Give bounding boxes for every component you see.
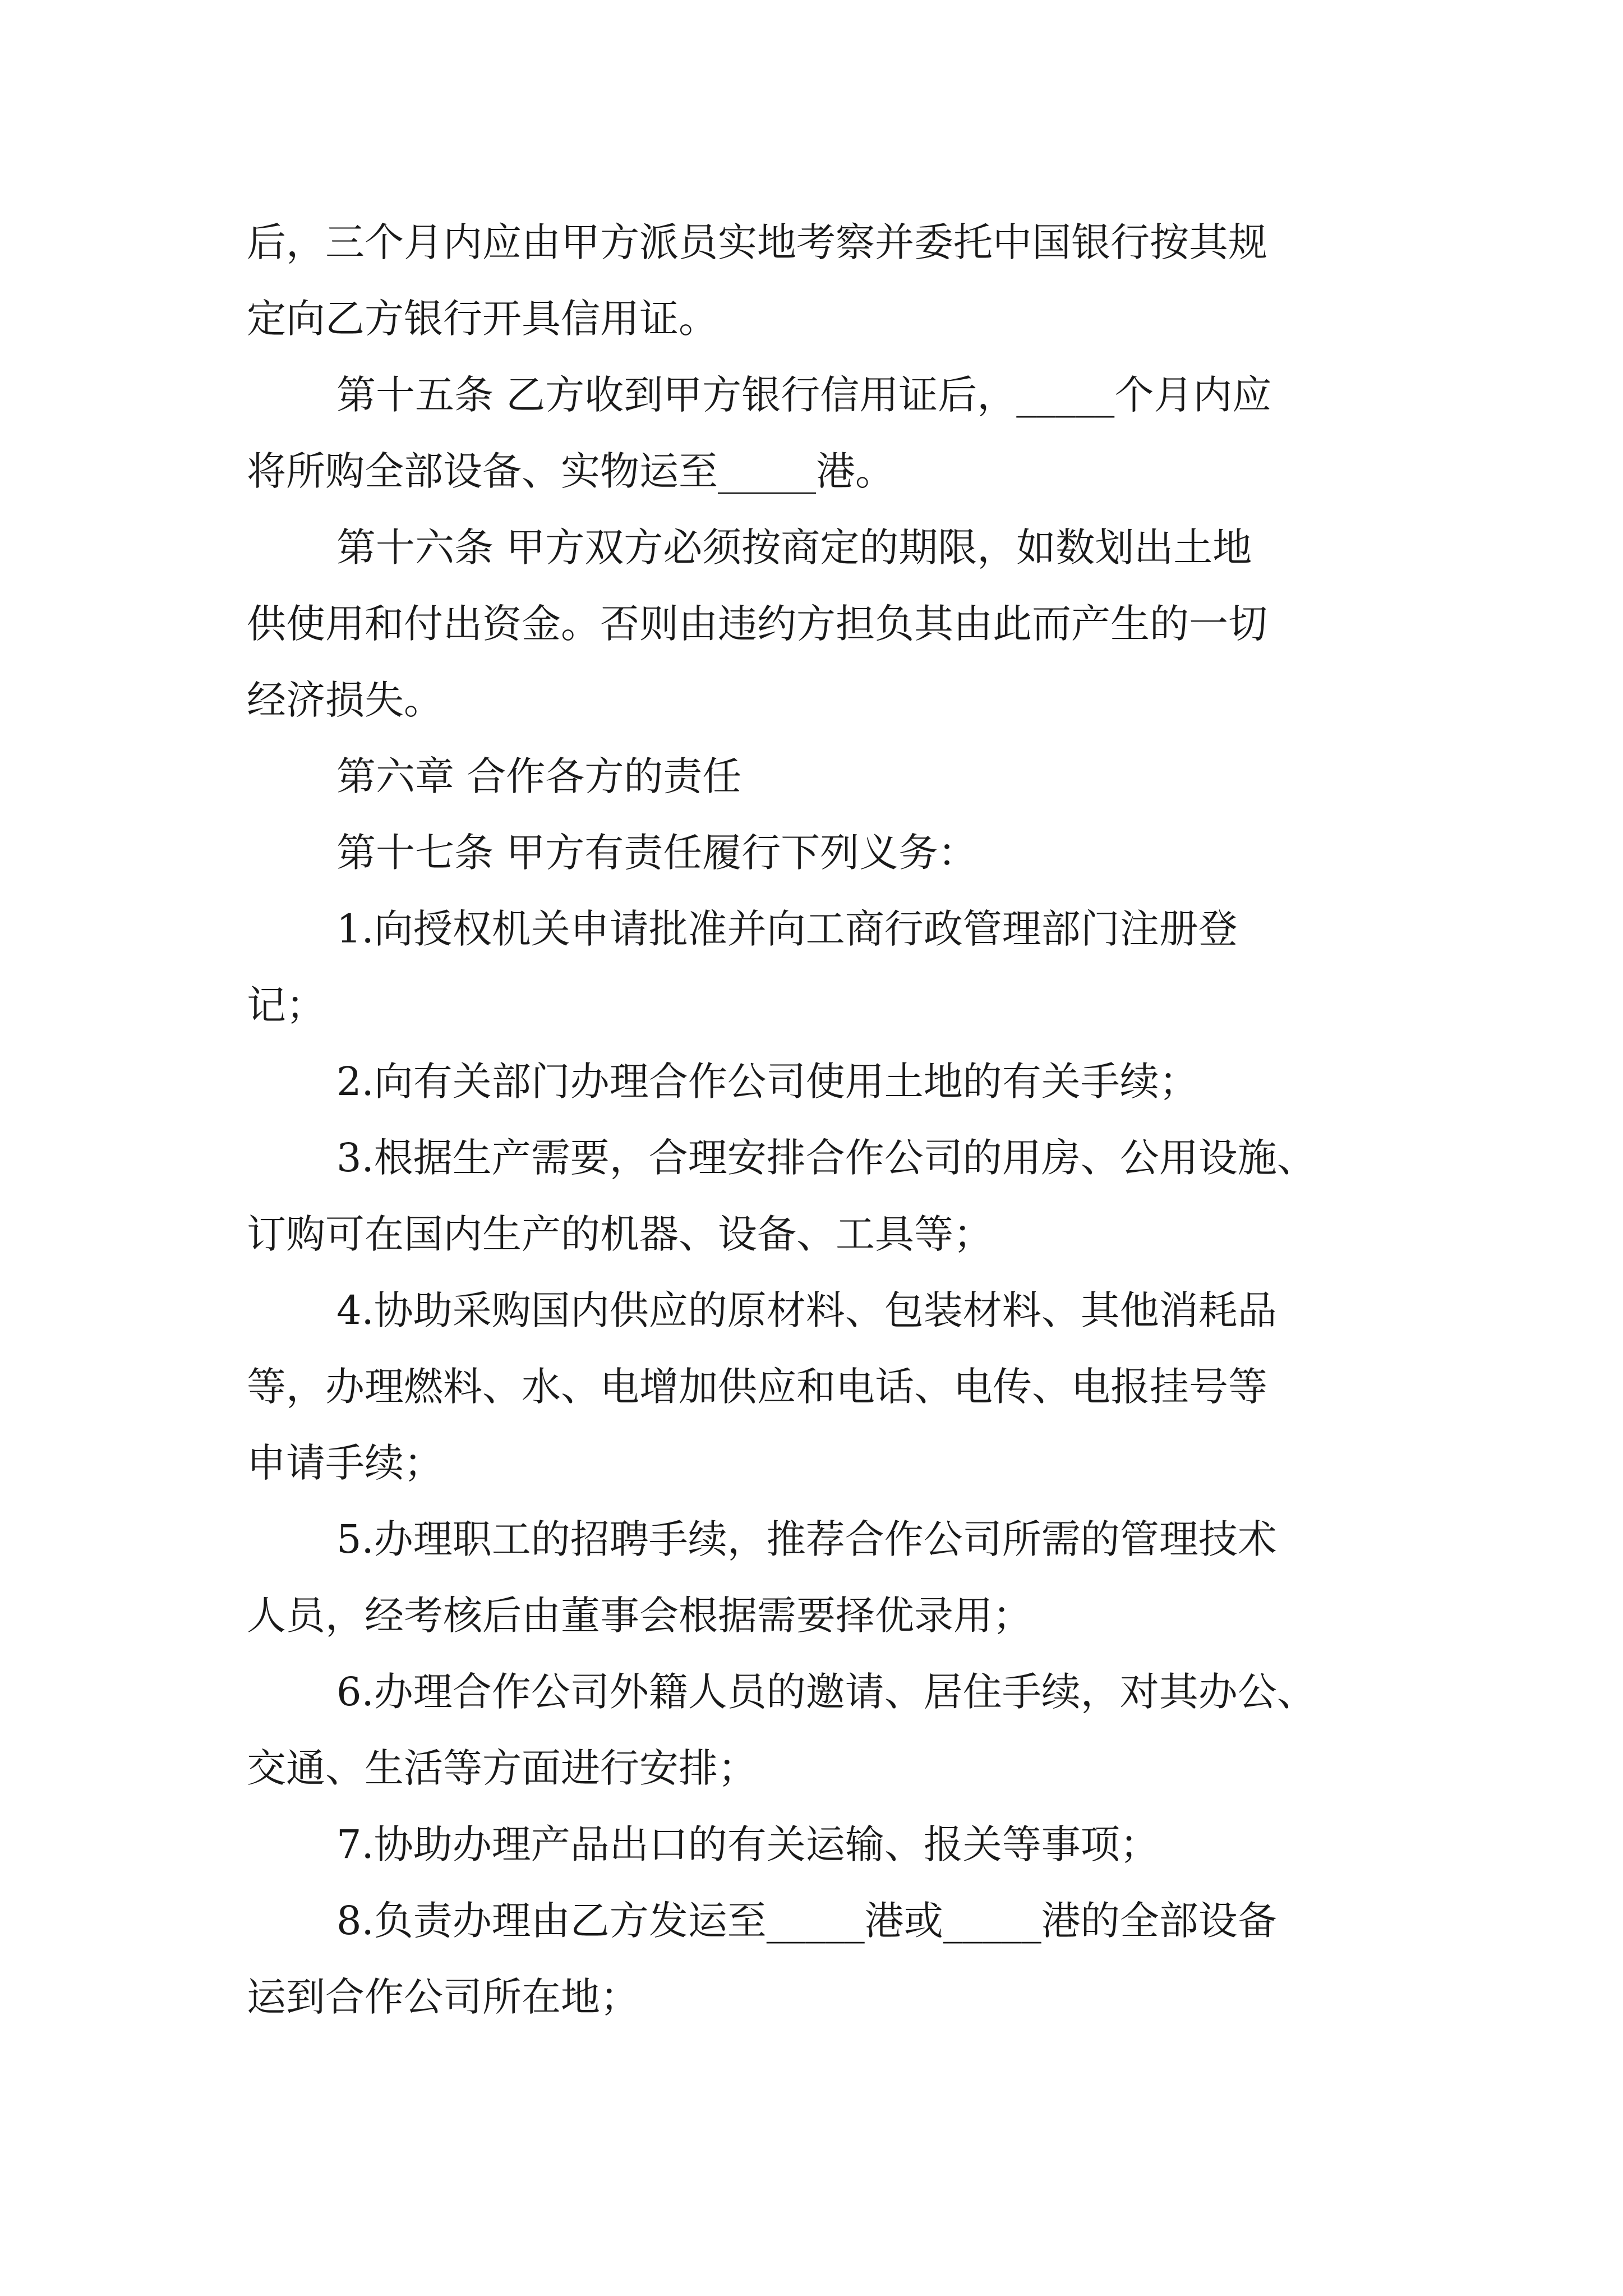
text-line: 定向乙方银行开具信用证。 <box>247 296 718 342</box>
chapter-heading: 第六章 合作各方的责任 <box>336 753 742 799</box>
text-line: 经济损失。 <box>247 677 443 723</box>
list-item-line: 1.向授权机关申请批准并向工商行政管理部门注册登 <box>336 906 1238 952</box>
text-line: 等，办理燃料、水、电增加供应和电话、电传、电报挂号等 <box>247 1364 1267 1410</box>
list-item-line: 4.协助采购国内供应的原材料、包装材料、其他消耗品 <box>336 1287 1277 1333</box>
text-line: 人员，经考核后由董事会根据需要择优录用； <box>247 1593 1032 1639</box>
list-item-line: 8.负责办理由乙方发运至_____港或_____港的全部设备 <box>336 1898 1277 1944</box>
clause-heading-line: 第十五条 乙方收到甲方银行信用证后，_____个月内应 <box>336 372 1272 418</box>
text-line: 申请手续； <box>247 1440 443 1486</box>
list-item-line: 7.协助办理产品出口的有关运输、报关等事项； <box>336 1821 1159 1867</box>
text-line: 交通、生活等方面进行安排； <box>247 1745 757 1791</box>
text-line: 记； <box>247 982 325 1028</box>
text-line: 后，三个月内应由甲方派员实地考察并委托中国银行按其规 <box>247 219 1267 265</box>
clause-heading-line: 第十六条 甲方双方必须按商定的期限，如数划出土地 <box>336 524 1252 570</box>
text-line: 供使用和付出资金。否则由违约方担负其由此而产生的一切 <box>247 601 1267 647</box>
list-item-line: 6.办理合作公司外籍人员的邀请、居住手续，对其办公、 <box>336 1669 1316 1715</box>
list-item-line: 5.办理职工的招聘手续，推荐合作公司所需的管理技术 <box>336 1516 1277 1562</box>
text-line: 订购可在国内生产的机器、设备、工具等； <box>247 1211 993 1257</box>
text-line: 运到合作公司所在地； <box>247 1974 639 2020</box>
text-line: 将所购全部设备、实物运至_____港。 <box>247 448 895 494</box>
list-item-line: 2.向有关部门办理合作公司使用土地的有关手续； <box>336 1059 1198 1105</box>
list-item-line: 3.根据生产需要，合理安排合作公司的用房、公用设施、 <box>336 1135 1316 1181</box>
clause-heading-line: 第十七条 甲方有责任履行下列义务： <box>336 830 978 876</box>
